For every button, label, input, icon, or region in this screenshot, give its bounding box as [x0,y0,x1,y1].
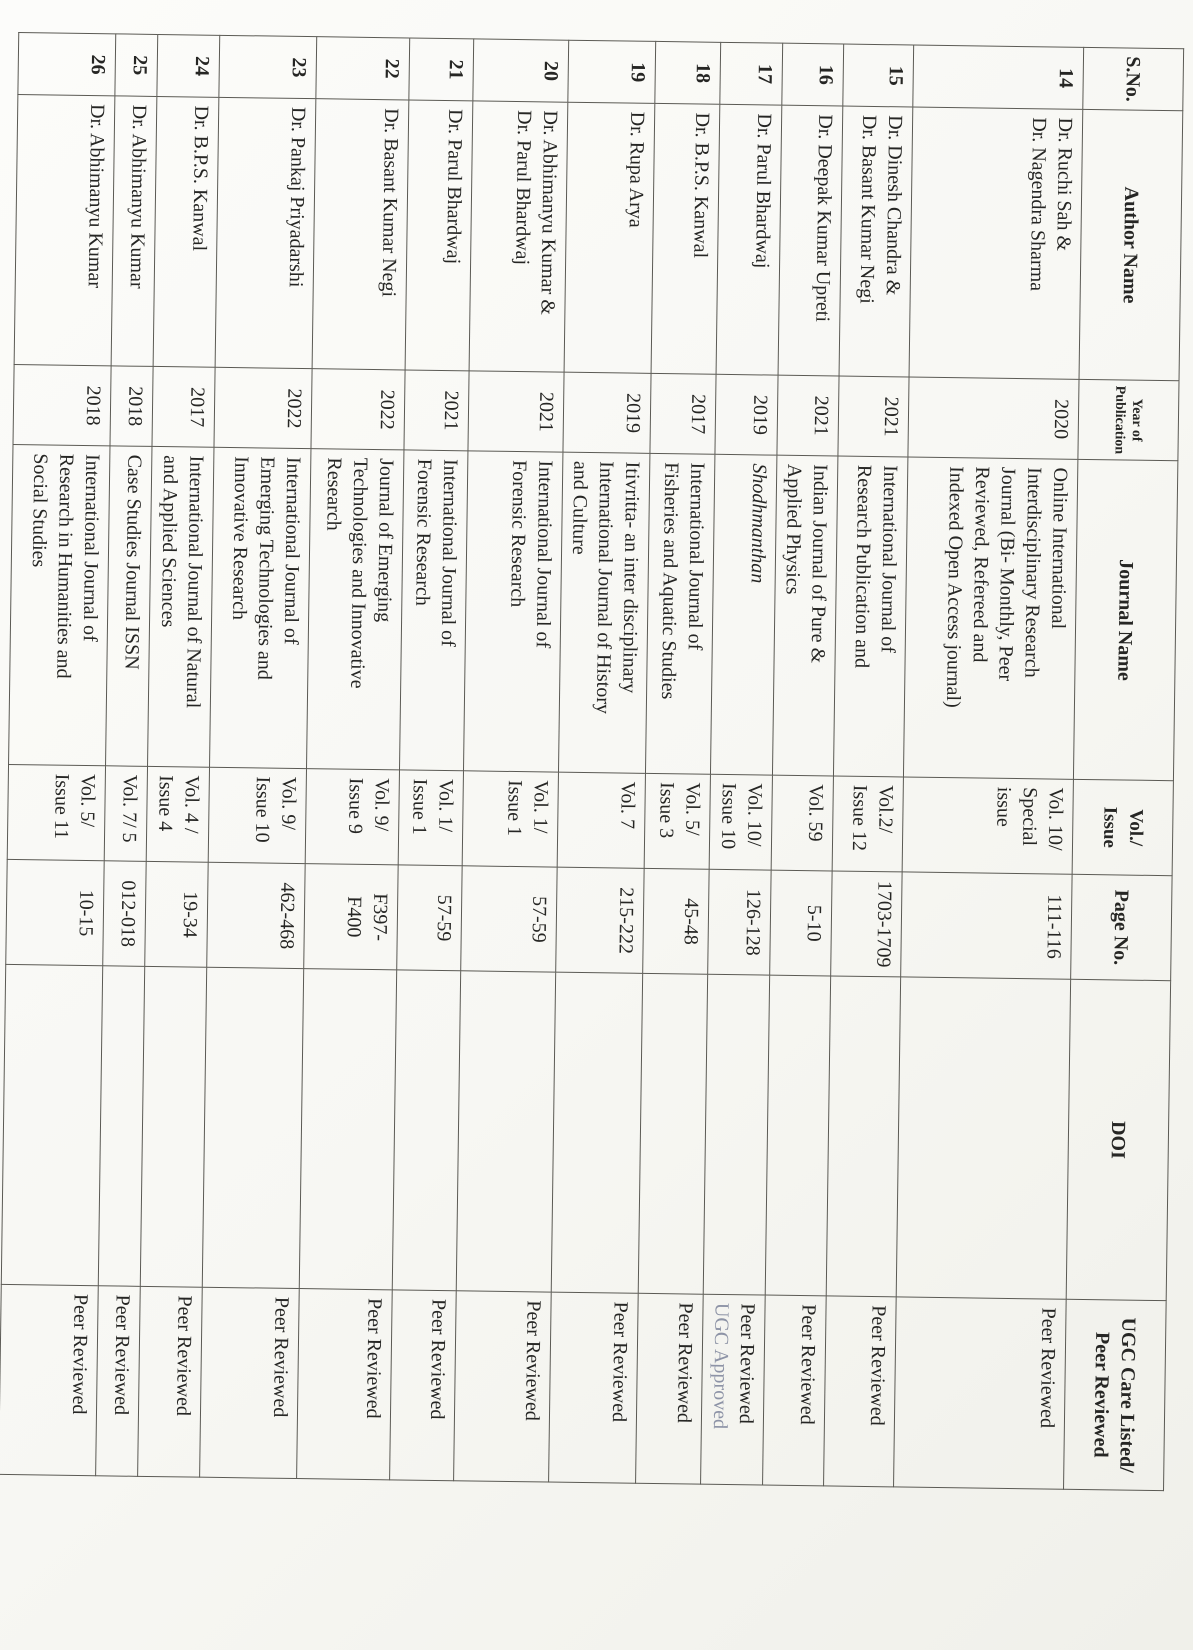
cell-author-name: Dr. B.P.S. Kanwal [153,96,219,367]
cell-page-no: 111-116 [901,872,1072,979]
cell-sno: 16 [782,43,844,106]
cell-sno: 15 [843,44,914,107]
cell-doi [392,970,460,1291]
cell-journal-name: Shodhmanthan [710,454,776,775]
cell-year: 2021 [838,376,909,457]
cell-doi [1,964,102,1285]
cell-vol-issue: Vol. 9/ Issue 9 [305,769,399,865]
cell-ugc-status: Peer Reviewed [763,1295,827,1486]
cell-page-no: 1703-1709 [831,871,902,977]
cell-doi [765,975,830,1296]
cell-vol-issue: Vol. 1/ Issue 1 [462,771,558,867]
cell-journal-name: Indian Journal of Pure & Applied Physics [772,455,837,776]
cell-doi [826,976,900,1297]
col-header-page: Page No. [1071,874,1172,980]
cell-author-name: Dr. Ruchi Sah & Dr. Nagendra Sharma [909,107,1083,379]
cell-sno: 14 [913,45,1084,109]
table-header-row [1064,47,1184,1490]
table-body [0,33,1084,1490]
cell-year: 2018 [110,366,153,447]
cell-sno: 22 [316,37,410,100]
cell-journal-name: Journal of Emerging Technologies and Innovative Research [307,449,404,770]
cell-page-no: 215-222 [556,867,644,973]
cell-journal-name: International Journal of Emerging Technologies and Innovative Research [210,447,311,768]
cell-vol-issue: Vol. 1/ Issue 1 [398,770,463,866]
cell-year: 2019 [715,374,778,455]
cell-vol-issue: Vol. 4 / Issue 4 [146,766,209,862]
cell-year: 2017 [152,366,215,447]
cell-vol-issue: Vol. 10/ Special issue [902,777,1073,874]
cell-author-name: Dr. Rupa Arya [564,102,655,373]
cell-ugc-status: Peer Reviewed [96,1286,141,1477]
cell-vol-issue: Vol. 59 [771,775,833,871]
cell-doi [299,969,396,1290]
cell-page-no: 5-10 [770,870,832,976]
cell-year: 2020 [908,377,1079,459]
col-header-sno: S.No. [1083,47,1184,110]
cell-sno: 25 [115,34,158,97]
landscape-table-wrapper [2,32,1184,1490]
cell-page-no: 126-128 [708,869,771,975]
cell-ugc-status: Peer Reviewed [200,1287,300,1478]
cell-journal-name: International Journal of Research Publication and [833,456,907,777]
cell-vol-issue: Vol.2/ Issue 12 [832,776,903,872]
cell-sno: 20 [473,39,569,102]
cell-ugc-status: Peer Reviewed [824,1296,897,1487]
cell-journal-name: International Journal of Research in Humanities and Social Studies [9,444,110,765]
cell-author-name: Dr. Parul Bhardwaj [716,104,782,375]
cell-year: 2017 [650,373,716,454]
cell-vol-issue: Vol. 7/ 5 [104,766,147,862]
table-row [200,35,317,1478]
cell-journal-name: Itivritta- an inter disciplinary International Journal of History and Culture [558,452,649,773]
cell-doi [98,966,144,1287]
cell-author-name: Dr. Parul Bhardwaj [405,100,473,371]
cell-journal-name: Case Studies Journal ISSN [106,446,152,767]
col-header-journal: Journal Name [1073,459,1177,780]
rotated-table-region [6,32,1193,1473]
cell-journal-name: International Journal of Fisheries and Aquatic Studies [645,453,714,774]
table-row [454,39,569,1482]
cell-ugc-status: Peer Reviewed [894,1297,1067,1489]
cell-year: 2018 [13,364,111,445]
cell-ugc-status: Peer Reviewed [549,1292,639,1483]
table-row [0,33,116,1476]
cell-year: 2021 [777,375,839,456]
cell-author-name: Dr. Pankaj Priyadarshi [215,97,316,368]
cell-vol-issue: Vol. 7 [557,772,645,868]
cell-journal-name: International Journal of Natural and Applied Sciences [148,446,214,767]
cell-doi [456,971,555,1292]
cell-sno: 26 [18,33,116,96]
cell-doi [551,972,642,1293]
col-header-vol: Vol./ Issue [1072,779,1173,875]
cell-sno: 21 [409,38,474,101]
cell-doi [896,977,1070,1299]
cell-sno: 23 [219,35,317,98]
cell-page-no: 45-48 [643,868,709,974]
cell-doi [703,974,769,1295]
cell-sno: 24 [157,34,220,97]
cell-author-name: Dr. B.P.S. Kanwal [651,103,720,374]
cell-ugc-status: Peer Reviewed [636,1293,704,1484]
table-row [894,45,1084,1489]
cell-page-no: 19-34 [145,861,208,967]
cell-ugc-status: Peer Reviewed [138,1286,203,1477]
cell-author-name: Dr. Abhimanyu Kumar & Dr. Parul Bhardwaj [469,101,568,372]
cell-doi [638,973,707,1294]
cell-year: 2022 [214,367,312,448]
cell-ugc-status: Peer Reviewed UGC Approved [701,1294,766,1485]
cell-vol-issue: Vol. 5/ Issue 11 [7,764,105,860]
cell-vol-issue: Vol. 10/ Issue 10 [709,774,772,870]
cell-year: 2021 [404,370,469,451]
col-header-year: Year of Publication [1078,379,1179,460]
cell-ugc-status: Peer Reviewed [390,1290,457,1481]
cell-journal-name: Online International Interdisciplinary Research Journal (Bi- Monthly, Peer Reviewed, Refereed and Indexed Open Access journal) [903,457,1077,779]
cell-sno: 19 [568,40,656,103]
cell-sno: 18 [655,41,721,104]
col-header-doi: DOI [1066,979,1170,1300]
cell-doi [140,966,206,1287]
cell-page-no: 012-018 [103,861,146,967]
col-header-author: Author Name [1079,109,1183,380]
cell-page-no: 57-59 [461,866,557,972]
cell-vol-issue: Vol. 9/ Issue 10 [208,767,306,863]
cell-vol-issue: Vol. 5/ Issue 3 [644,773,710,869]
cell-author-name: Dr. Basant Kumar Negi [312,99,409,370]
cell-ugc-status: Peer Reviewed [297,1289,393,1480]
cell-year: 2019 [563,372,651,453]
cell-page-no: 10-15 [6,859,104,965]
cell-journal-name: International Journal of Forensic Research [463,451,562,772]
ugc-approved-note: UGC Approved [708,1302,733,1430]
cell-page-no: 462-468 [207,862,305,968]
cell-ugc-status: Peer Reviewed [0,1284,98,1475]
cell-page-no: F397-F400 [304,864,398,970]
cell-year: 2022 [311,369,405,450]
cell-journal-name: International Journal of Forensic Research [399,450,467,771]
cell-author-name: Dr. Abhimanyu Kumar [14,95,115,366]
cell-page-no: 57-59 [397,865,462,971]
col-header-ugc: UGC Care Listed/ Peer Reviewed [1064,1299,1167,1490]
cell-author-name: Dr. Dinesh Chandra & Dr. Basant Kumar Negi [839,106,913,377]
cell-author-name: Dr. Abhimanyu Kumar [111,96,157,367]
cell-doi [202,967,303,1288]
publications-table [0,32,1184,1491]
cell-year: 2021 [468,371,564,452]
cell-author-name: Dr. Deepak Kumar Upreti [778,105,843,376]
cell-ugc-status: Peer Reviewed [454,1291,552,1482]
cell-sno: 17 [720,42,783,105]
